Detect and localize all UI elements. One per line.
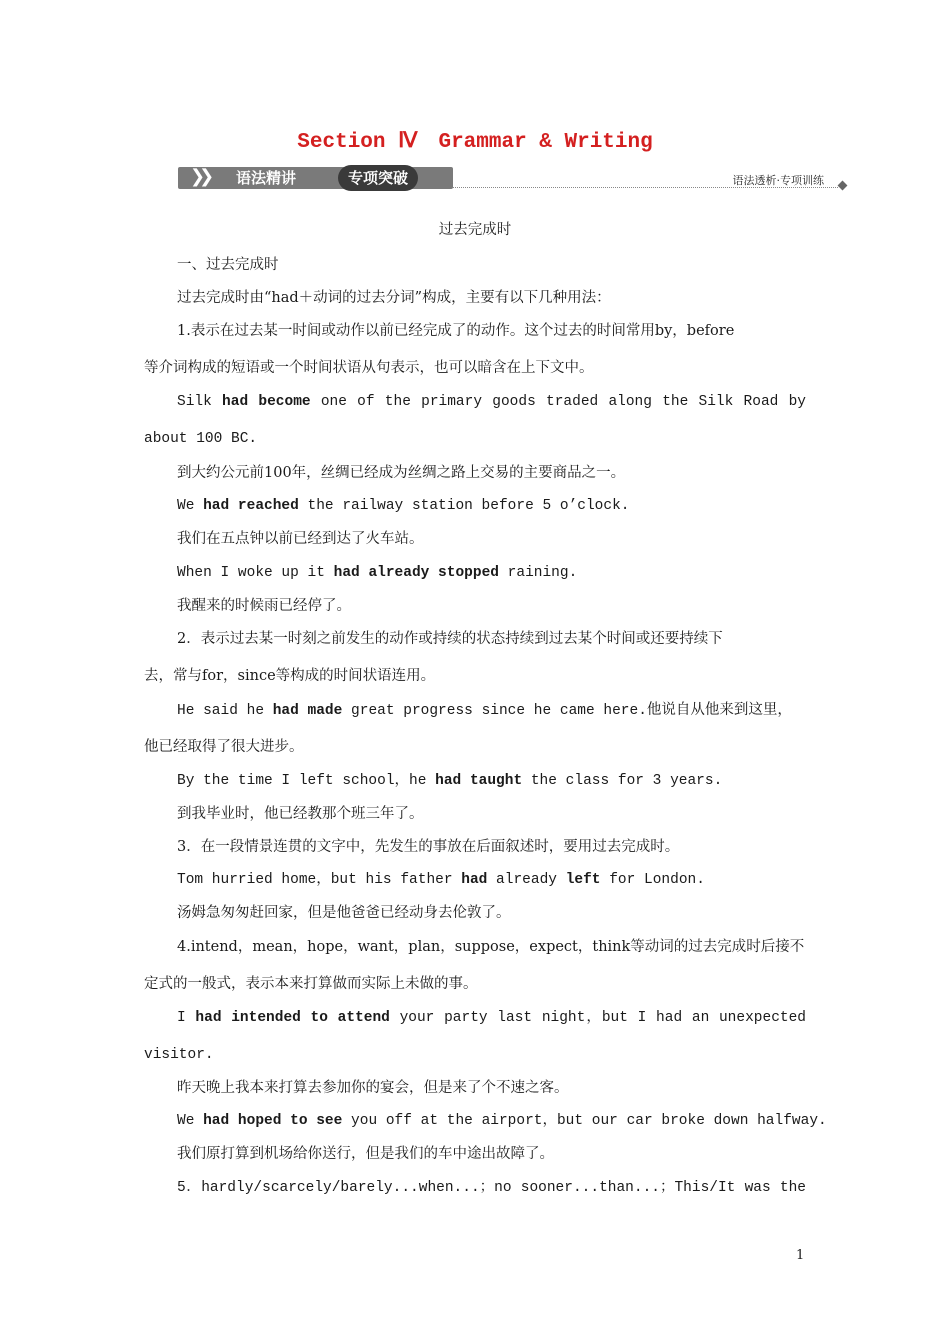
rule-5: 5．hardly/scarcely/barely...when...；no sooner...than...；This/It was the bbox=[177, 1180, 806, 1196]
example-6: Tom hurried home，but his father had already left for London. bbox=[177, 872, 705, 888]
translation-3: 我醒来的时候雨已经停了。 bbox=[177, 598, 351, 614]
rule-2-line-2: 去，常与for，since等构成的时间状语连用。 bbox=[144, 668, 436, 684]
diamond-icon bbox=[838, 181, 848, 191]
page-number: 1 bbox=[796, 1248, 805, 1263]
section-banner bbox=[178, 163, 848, 193]
section-heading: 一、过去完成时 bbox=[177, 257, 279, 273]
example-5: By the time I left school，he had taught the class for 3 years. bbox=[177, 773, 723, 789]
example-1-line-1: Silk had become one of the primary goods traded along the Silk Road by bbox=[177, 394, 807, 410]
example-7-line-1: I had intended to attend your party last night，but I had an unexpected bbox=[177, 1010, 806, 1026]
grammar-heading: 过去完成时 bbox=[438, 222, 512, 238]
double-chevron-icon: ❯❯ bbox=[190, 166, 209, 187]
example-4-line-1: He said he had made great progress since he came here.他说自从他来到这里， bbox=[177, 702, 792, 719]
rule-3: 3．在一段情景连贯的文字中，先发生的事放在后面叙述时，要用过去完成时。 bbox=[177, 839, 680, 855]
example-2: We had reached the railway station before 5 o’clock. bbox=[177, 498, 630, 514]
intro-paragraph: 过去完成时由“had＋动词的过去分词”构成，主要有以下几种用法： bbox=[177, 290, 611, 306]
rule-1-line-2: 等介词构成的短语或一个时间状语从句表示，也可以暗含在上下文中。 bbox=[144, 360, 594, 376]
rule-4-line-1: 4.intend，mean，hope，want，plan，suppose，expect，think等动词的过去完成时后接不 bbox=[177, 939, 805, 955]
banner-tag: 专项突破 bbox=[338, 165, 418, 191]
translation-7: 昨天晚上我本来打算去参加你的宴会，但是来了个不速之客。 bbox=[177, 1080, 569, 1096]
translation-5: 到我毕业时，他已经教那个班三年了。 bbox=[177, 806, 424, 822]
example-3: When I woke up it had already stopped raining. bbox=[177, 565, 578, 581]
translation-6: 汤姆急匆匆赶回家，但是他爸爸已经动身去伦敦了。 bbox=[177, 905, 511, 921]
translation-1: 到大约公元前100年，丝绸已经成为丝绸之路上交易的主要商品之一。 bbox=[177, 465, 626, 481]
translation-8: 我们原打算到机场给你送行，但是我们的车中途出故障了。 bbox=[177, 1146, 554, 1162]
translation-2: 我们在五点钟以前已经到达了火车站。 bbox=[177, 531, 424, 547]
rule-1-line-1: 1.表示在过去某一时间或动作以前已经完成了的动作。这个过去的时间常用by，before bbox=[177, 323, 735, 339]
banner-right-label: 语法透析·专项训练 bbox=[732, 174, 824, 187]
example-4-line-2: 他已经取得了很大进步。 bbox=[144, 739, 304, 755]
rule-2-line-1: 2．表示过去某一时刻之前发生的动作或持续的状态持续到过去某个时间或还要持续下 bbox=[177, 631, 723, 647]
banner-left-label: 语法精讲 bbox=[236, 169, 297, 187]
example-1-line-2: about 100 BC. bbox=[144, 431, 258, 447]
example-8: We had hoped to see you off at the airport，but our car broke down halfway. bbox=[177, 1113, 827, 1129]
section-title: Section Ⅳ Grammar & Writing bbox=[297, 131, 653, 154]
rule-4-line-2: 定式的一般式，表示本来打算做而实际上未做的事。 bbox=[144, 976, 478, 992]
example-7-line-2: visitor. bbox=[144, 1047, 214, 1063]
